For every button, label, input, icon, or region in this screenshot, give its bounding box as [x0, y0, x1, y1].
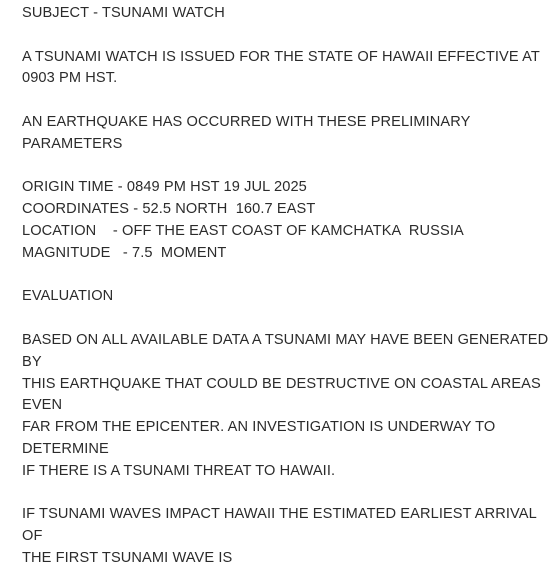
- line-evaluation-heading: EVALUATION: [22, 288, 114, 305]
- line-watch-issued: A TSUNAMI WATCH IS ISSUED FOR THE STATE OF HAWAII EFFECTIVE AT: [22, 48, 540, 65]
- line-subject: SUBJECT - TSUNAMI WATCH: [22, 5, 225, 21]
- line-evaluation-1: BASED ON ALL AVAILABLE DATA A TSUNAMI MAY HAVE BEEN GENERATED: [22, 331, 549, 348]
- line-evaluation-5: FAR FROM THE EPICENTER. AN INVESTIGATION IS UNDERWAY TO: [22, 419, 496, 436]
- line-location: LOCATION - OFF THE EAST COAST OF KAMCHATKA RUSSIA: [22, 222, 464, 239]
- blank-line: [22, 265, 552, 287]
- tsunami-bulletin: [22, 3, 552, 570]
- line-magnitude: MAGNITUDE - 7.5 MOMENT: [22, 244, 227, 261]
- line-evaluation-4: EVEN: [22, 397, 63, 414]
- line-earthquake-occurred: AN EARTHQUAKE HAS OCCURRED WITH THESE PRELIMINARY: [22, 113, 471, 130]
- line-watch-time: 0903 PM HST.: [22, 70, 118, 87]
- blank-line: [22, 25, 552, 47]
- blank-line: [22, 90, 552, 112]
- blank-line: [22, 308, 552, 330]
- blank-line: [22, 156, 552, 178]
- line-evaluation-6: DETERMINE: [22, 440, 109, 457]
- blank-line: [22, 483, 552, 505]
- line-arrival-3: THE FIRST TSUNAMI WAVE IS: [22, 549, 233, 566]
- line-coordinates: COORDINATES - 52.5 NORTH 160.7 EAST: [22, 201, 316, 218]
- line-parameters: PARAMETERS: [22, 135, 123, 152]
- line-arrival-2: OF: [22, 528, 43, 545]
- line-evaluation-3: THIS EARTHQUAKE THAT COULD BE DESTRUCTIVE ON COASTAL AREAS: [22, 375, 541, 392]
- line-evaluation-7: IF THERE IS A TSUNAMI THREAT TO HAWAII.: [22, 462, 336, 479]
- line-evaluation-2: BY: [22, 353, 42, 370]
- line-arrival-1: IF TSUNAMI WAVES IMPACT HAWAII THE ESTIMATED EARLIEST ARRIVAL: [22, 506, 537, 523]
- line-origin-time: ORIGIN TIME - 0849 PM HST 19 JUL 2025: [22, 179, 307, 196]
